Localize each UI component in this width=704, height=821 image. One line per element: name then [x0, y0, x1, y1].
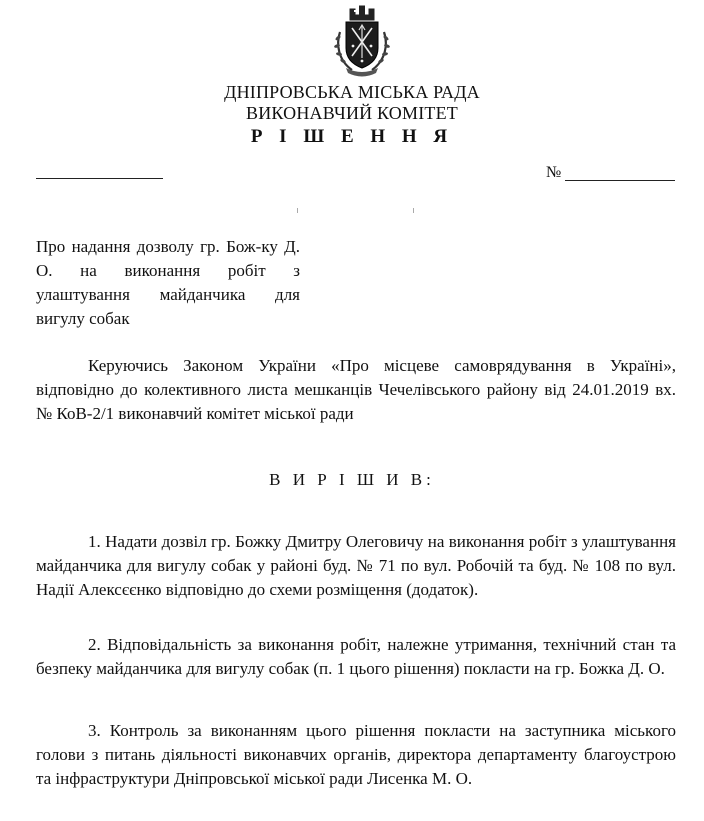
registration-marks	[297, 208, 417, 214]
decision-point-3: 3. Контроль за виконанням цього рішення покласти на заступника міського голови з питань діяльності виконавчих органів, директора департаменту благоустрою та інфраструктури Дніпровської міської ради Лисенка М. О.	[36, 721, 676, 788]
number-label: №	[546, 164, 562, 181]
executive-committee-name: ВИКОНАВЧИЙ КОМІТЕТ	[245, 103, 458, 123]
decision-point-1: 1. Надати дозвіл гр. Божку Дмитру Олеговичу на виконання робіт з улаштування майданчика для вигулу собак у районі буд. № 71 по вул. Робочій та буд. № 108 по вул. Надії Алексєєнко відповідно до схеми розміщення (додаток).	[36, 532, 676, 599]
date-blank-line	[36, 178, 163, 179]
number-blank-line	[565, 180, 675, 181]
decision-subject: Про надання дозволу гр. Бож-ку Д. О. на виконання робіт з улаштування майданчика для вигулу собак	[36, 237, 300, 328]
resolved-heading: В И Р І Ш И В:	[269, 470, 435, 489]
decision-point-2: 2. Відповідальність за виконання робіт, належне утримання, технічний стан та безпеку майданчика для вигулу собак (п. 1 цього рішення) покласти на гр. Божка Д. О.	[36, 635, 676, 678]
decision-title: Р І Ш Е Н Н Я	[250, 126, 454, 147]
city-coat-of-arms-icon	[332, 4, 392, 78]
city-council-name: ДНІПРОВСЬКА МІСЬКА РАДА	[224, 82, 480, 102]
preamble-paragraph: Керуючись Законом України «Про місцеве самоврядування в Україні», відповідно до колективного листа мешканців Чечелівського району від 24.01.2019 вх. № КоВ-2/1 виконавчий комітет міської ради	[36, 356, 676, 423]
